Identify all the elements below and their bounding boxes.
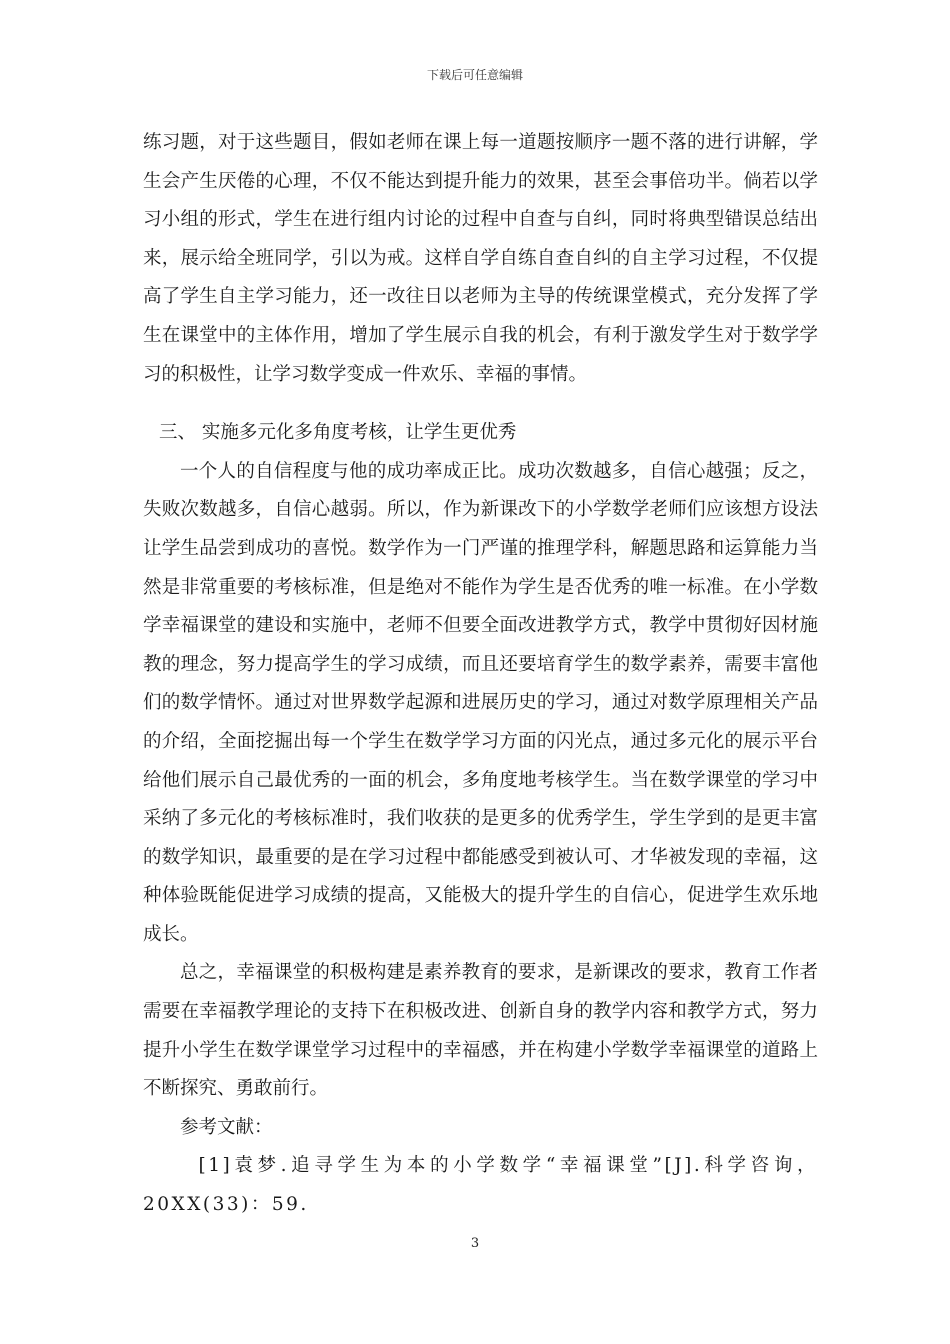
- paragraph-assessment: 一个人的自信程度与他的成功率成正比。成功次数越多，自信心越强；反之，失败次数越多，自信心越弱。所以，作为新课改下的小学数学老师们应该想方设法让学生品尝到成功的喜悦。数学作为一门严谨的推理学科，解题思路和运算能力当然是非常重要的考核标准，但是绝对不能作为学生是否优秀的唯一标准。在小学数学幸福课堂的建设和实施中，老师不但要全面改进教学方式，教学中贯彻好因材施教的理念，努力提高学生的学习成绩，而且还要培育学生的数学素养，需要丰富他们的数学情怀。通过对世界数学起源和进展历史的学习，通过对数学原理相关产品的介绍，全面挖掘出每一个学生在数学学习方面的闪光点，通过多元化的展示平台给他们展示自己最优秀的一面的机会，多角度地考核学生。当在数学课堂的学习中采纳了多元化的考核标准时，我们收获的是更多的优秀学生，学生学到的是更丰富的数学知识，最重要的是在学习过程中都能感受到被认可、才华被发现的幸福，这种体验既能促进学习成绩的提高，又能极大的提升学生的自信心，促进学生欢乐地成长。: [143, 460, 818, 945]
- document-body: [143, 124, 818, 1225]
- page-header: 下载后可任意编辑: [426, 68, 523, 82]
- page-number: 3: [470, 1236, 480, 1251]
- paragraph-conclusion: 总之，幸福课堂的积极构建是素养教育的要求，是新课改的要求，教育工作者需要在幸福教学理论的支持下在积极改进、创新自身的教学内容和教学方式，努力提升小学生在数学课堂学习过程中的幸福感，并在构建小学数学幸福课堂的道路上不断探究、勇敢前行。: [143, 962, 818, 1100]
- reference-item-1: [1]袁梦.追寻学生为本的小学数学“幸福课堂”[J].科学咨询，20XX(33)：59.: [143, 1155, 818, 1216]
- section-heading-3: 三、 实施多元化多角度考核，让学生更优秀: [159, 422, 517, 444]
- paragraph-continuation: 练习题，对于这些题目，假如老师在课上每一道题按顺序一题不落的进行讲解，学生会产生厌倦的心理，不仅不能达到提升能力的效果，甚至会事倍功半。倘若以学习小组的形式，学生在进行组内讨论的过程中自查与自纠，同时将典型错误总结出来，展示给全班同学，引以为戒。这样自学自练自查自纠的自主学习过程，不仅提高了学生自主学习能力，还一改往日以老师为主导的传统课堂模式，充分发挥了学生在课堂中的主体作用，增加了学生展示自我的机会，有利于激发学生对于数学学习的积极性，让学习数学变成一件欢乐、幸福的事情。: [143, 132, 818, 385]
- references-heading: 参考文献：: [180, 1116, 273, 1138]
